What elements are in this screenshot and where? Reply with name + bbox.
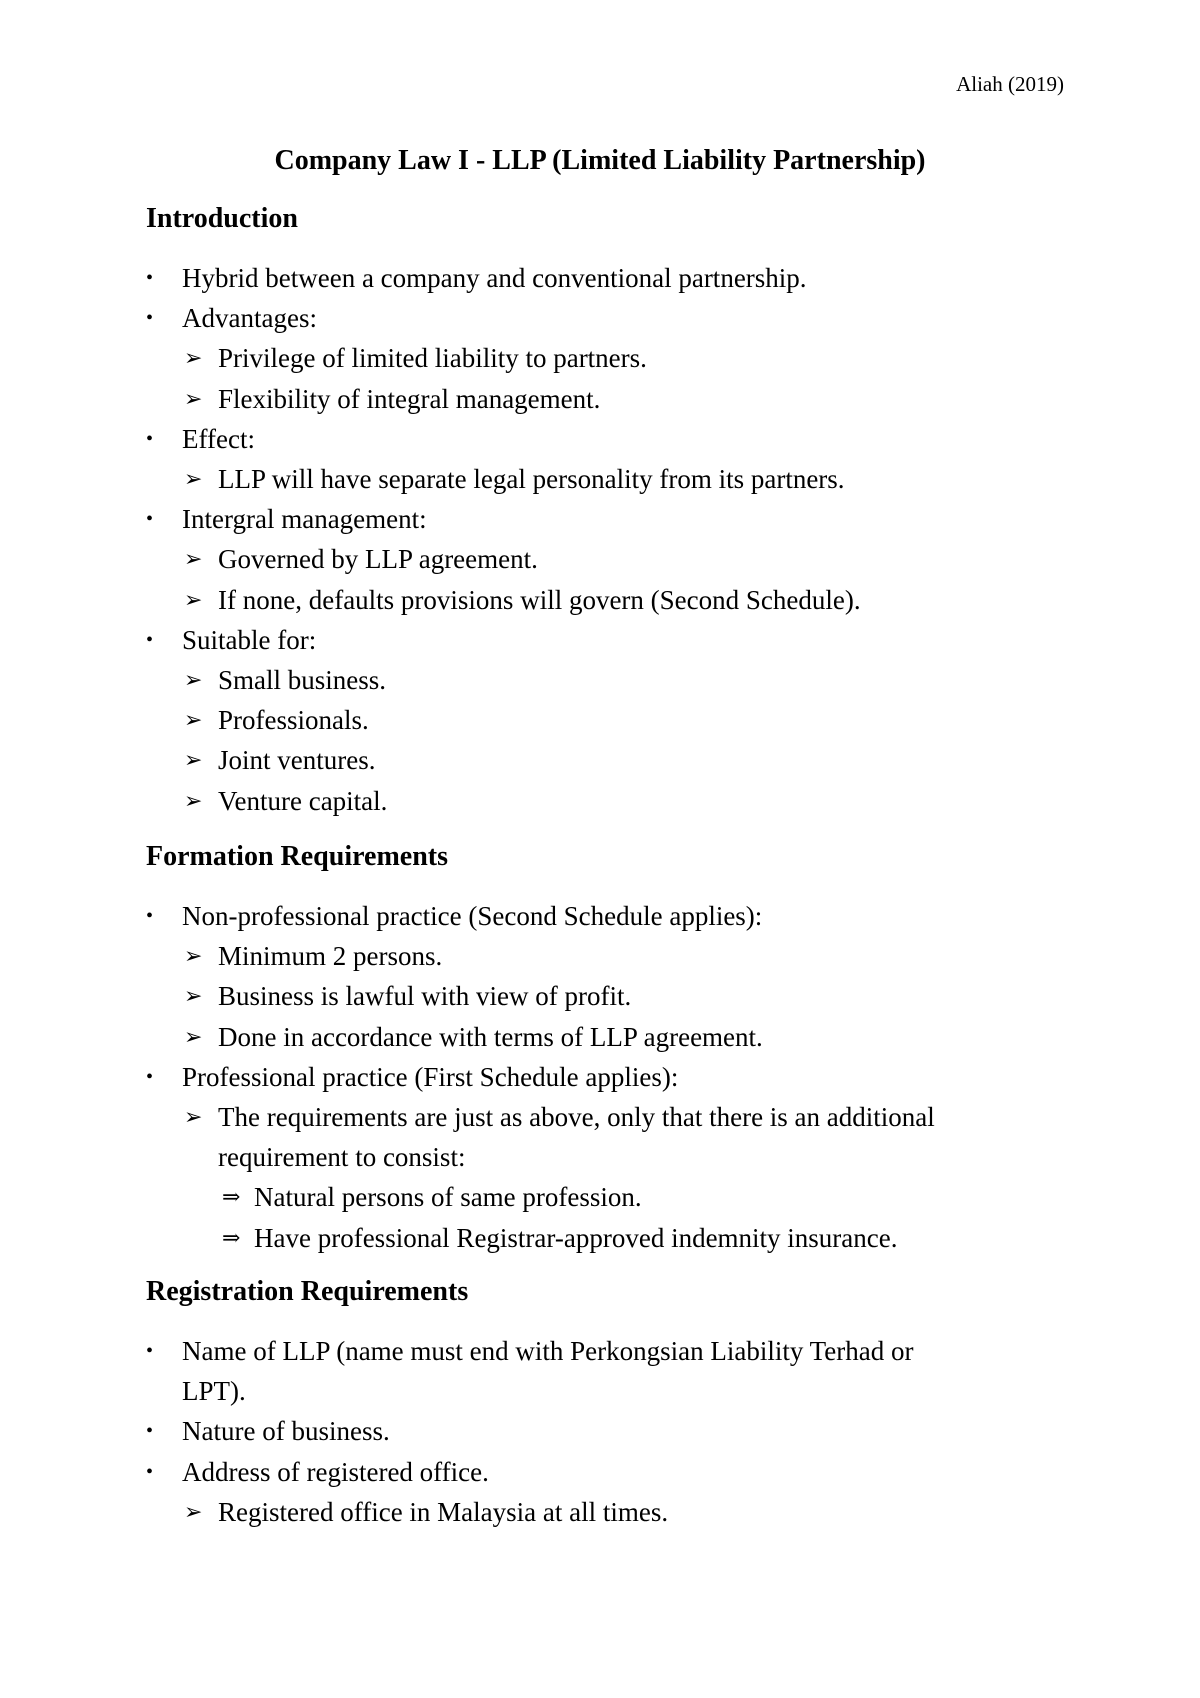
list-item-text: Advantages: (182, 303, 317, 334)
list-item (146, 620, 1046, 660)
sub-list-item-text: If none, defaults provisions will govern (Second Schedule). (218, 584, 861, 615)
bullet-icon: • (146, 1340, 154, 1362)
sub-list-item-text: Professionals. (218, 705, 369, 736)
sub-list-item-text: requirement to consist: (218, 1142, 466, 1173)
sub-list-item (146, 338, 1046, 378)
sub-list-item-text: Flexibility of integral management. (218, 383, 601, 414)
sub-list-item-text: Small business. (218, 665, 387, 696)
arrow-bullet-icon: ➢ (184, 546, 203, 572)
list-item-continuation (146, 1371, 1046, 1411)
arrow-bullet-icon: ➢ (184, 943, 203, 969)
sub-list-item (146, 1097, 1046, 1137)
bullet-icon: • (146, 1460, 154, 1483)
sub-list-item-text: Venture capital. (218, 785, 388, 816)
sub-list-item (146, 740, 1046, 780)
list-item-text: Nature of business. (182, 1416, 390, 1447)
nested-list-item-text: Have professional Registrar-approved indemnity insurance. (254, 1222, 898, 1253)
arrow-bullet-icon: ➢ (184, 787, 203, 813)
sub-list-item-text: Registered office in Malaysia at all times. (218, 1496, 669, 1527)
bullet-icon: • (146, 905, 154, 927)
sub-list-item-text: Joint ventures. (218, 745, 376, 776)
list-item-text: Suitable for: (182, 624, 317, 655)
registration-list (146, 1331, 1046, 1532)
list-item (146, 1411, 1046, 1451)
arrow-bullet-icon: ➢ (184, 586, 203, 612)
arrow-bullet-icon: ➢ (184, 707, 203, 733)
list-item (146, 499, 1046, 539)
list-item-text: Name of LLP (name must end with Perkongsian Liability Terhad or (182, 1336, 914, 1366)
list-item-text: Non-professional practice (Second Schedule applies): (182, 901, 763, 931)
list-item-text: Intergral management: (182, 504, 427, 535)
sub-list-item (146, 580, 1046, 620)
section-heading-formation: Formation Requirements (146, 841, 448, 872)
sub-list-item-text: Governed by LLP agreement. (218, 544, 538, 575)
sub-list-item (146, 1492, 1046, 1532)
sub-list-item-text: Business is lawful with view of profit. (218, 981, 632, 1012)
arrow-bullet-icon: ➢ (184, 466, 203, 492)
section-formation-requirements (146, 840, 1046, 1258)
sub-list-item (146, 781, 1046, 821)
list-item-text: LPT). (182, 1376, 246, 1407)
bullet-icon: • (146, 427, 154, 450)
sub-list-item (146, 539, 1046, 579)
list-item (146, 1452, 1046, 1492)
nested-list-item (146, 1177, 1046, 1217)
sub-list-item-text: Done in accordance with terms of LLP agreement. (218, 1021, 763, 1052)
bullet-icon: • (146, 1420, 154, 1443)
sub-list-item (146, 379, 1046, 419)
sub-list-item-text: Privilege of limited liability to partners. (218, 343, 647, 374)
arrow-bullet-icon: ➢ (184, 345, 203, 371)
sub-list-item-text: LLP will have separate legal personality from its partners. (218, 464, 845, 495)
implies-arrow-icon: ⇒ (222, 1184, 241, 1210)
list-item-text: Effect: (182, 423, 255, 454)
list-item-text: Address of registered office. (182, 1456, 489, 1487)
author-header: Aliah (2019) (956, 72, 1064, 96)
bullet-icon: • (146, 267, 154, 289)
arrow-bullet-icon: ➢ (184, 1023, 203, 1049)
bullet-icon: • (146, 508, 154, 531)
sub-list-item-text: Minimum 2 persons. (218, 941, 443, 972)
arrow-bullet-icon: ➢ (184, 1104, 203, 1130)
list-item (146, 1331, 1046, 1371)
bullet-icon: • (146, 307, 154, 330)
implies-arrow-icon: ⇒ (222, 1224, 241, 1250)
sub-list-item (146, 459, 1046, 499)
document-title: Company Law I - LLP (Limited Liability Partnership) (274, 145, 926, 176)
list-item (146, 1057, 1046, 1097)
list-item (146, 896, 1046, 936)
bullet-icon: • (146, 1065, 154, 1088)
sub-list-item-continuation (146, 1137, 1046, 1177)
nested-list-item-text: Natural persons of same profession. (254, 1182, 642, 1213)
bullet-icon: • (146, 628, 154, 651)
list-item (146, 298, 1046, 338)
sub-list-item (146, 700, 1046, 740)
sub-list-item (146, 660, 1046, 700)
sub-list-item (146, 1017, 1046, 1057)
list-item (146, 419, 1046, 459)
arrow-bullet-icon: ➢ (184, 667, 203, 693)
sub-list-item (146, 936, 1046, 976)
list-item-text: Hybrid between a company and conventional partnership. (182, 263, 807, 293)
section-heading-introduction: Introduction (146, 203, 298, 234)
section-heading-registration: Registration Requirements (146, 1276, 469, 1307)
arrow-bullet-icon: ➢ (184, 1498, 203, 1524)
sub-list-item (146, 976, 1046, 1016)
nested-list-item (146, 1218, 1046, 1258)
arrow-bullet-icon: ➢ (184, 747, 203, 773)
sub-list-item-text: The requirements are just as above, only that there is an additional (218, 1102, 935, 1133)
arrow-bullet-icon: ➢ (184, 385, 203, 411)
introduction-list (146, 258, 1046, 821)
formation-list (146, 896, 1046, 1258)
list-item (146, 258, 1046, 298)
list-item-text: Professional practice (First Schedule applies): (182, 1061, 679, 1092)
section-introduction (146, 202, 1046, 821)
section-registration-requirements (146, 1275, 1046, 1532)
arrow-bullet-icon: ➢ (184, 983, 203, 1009)
